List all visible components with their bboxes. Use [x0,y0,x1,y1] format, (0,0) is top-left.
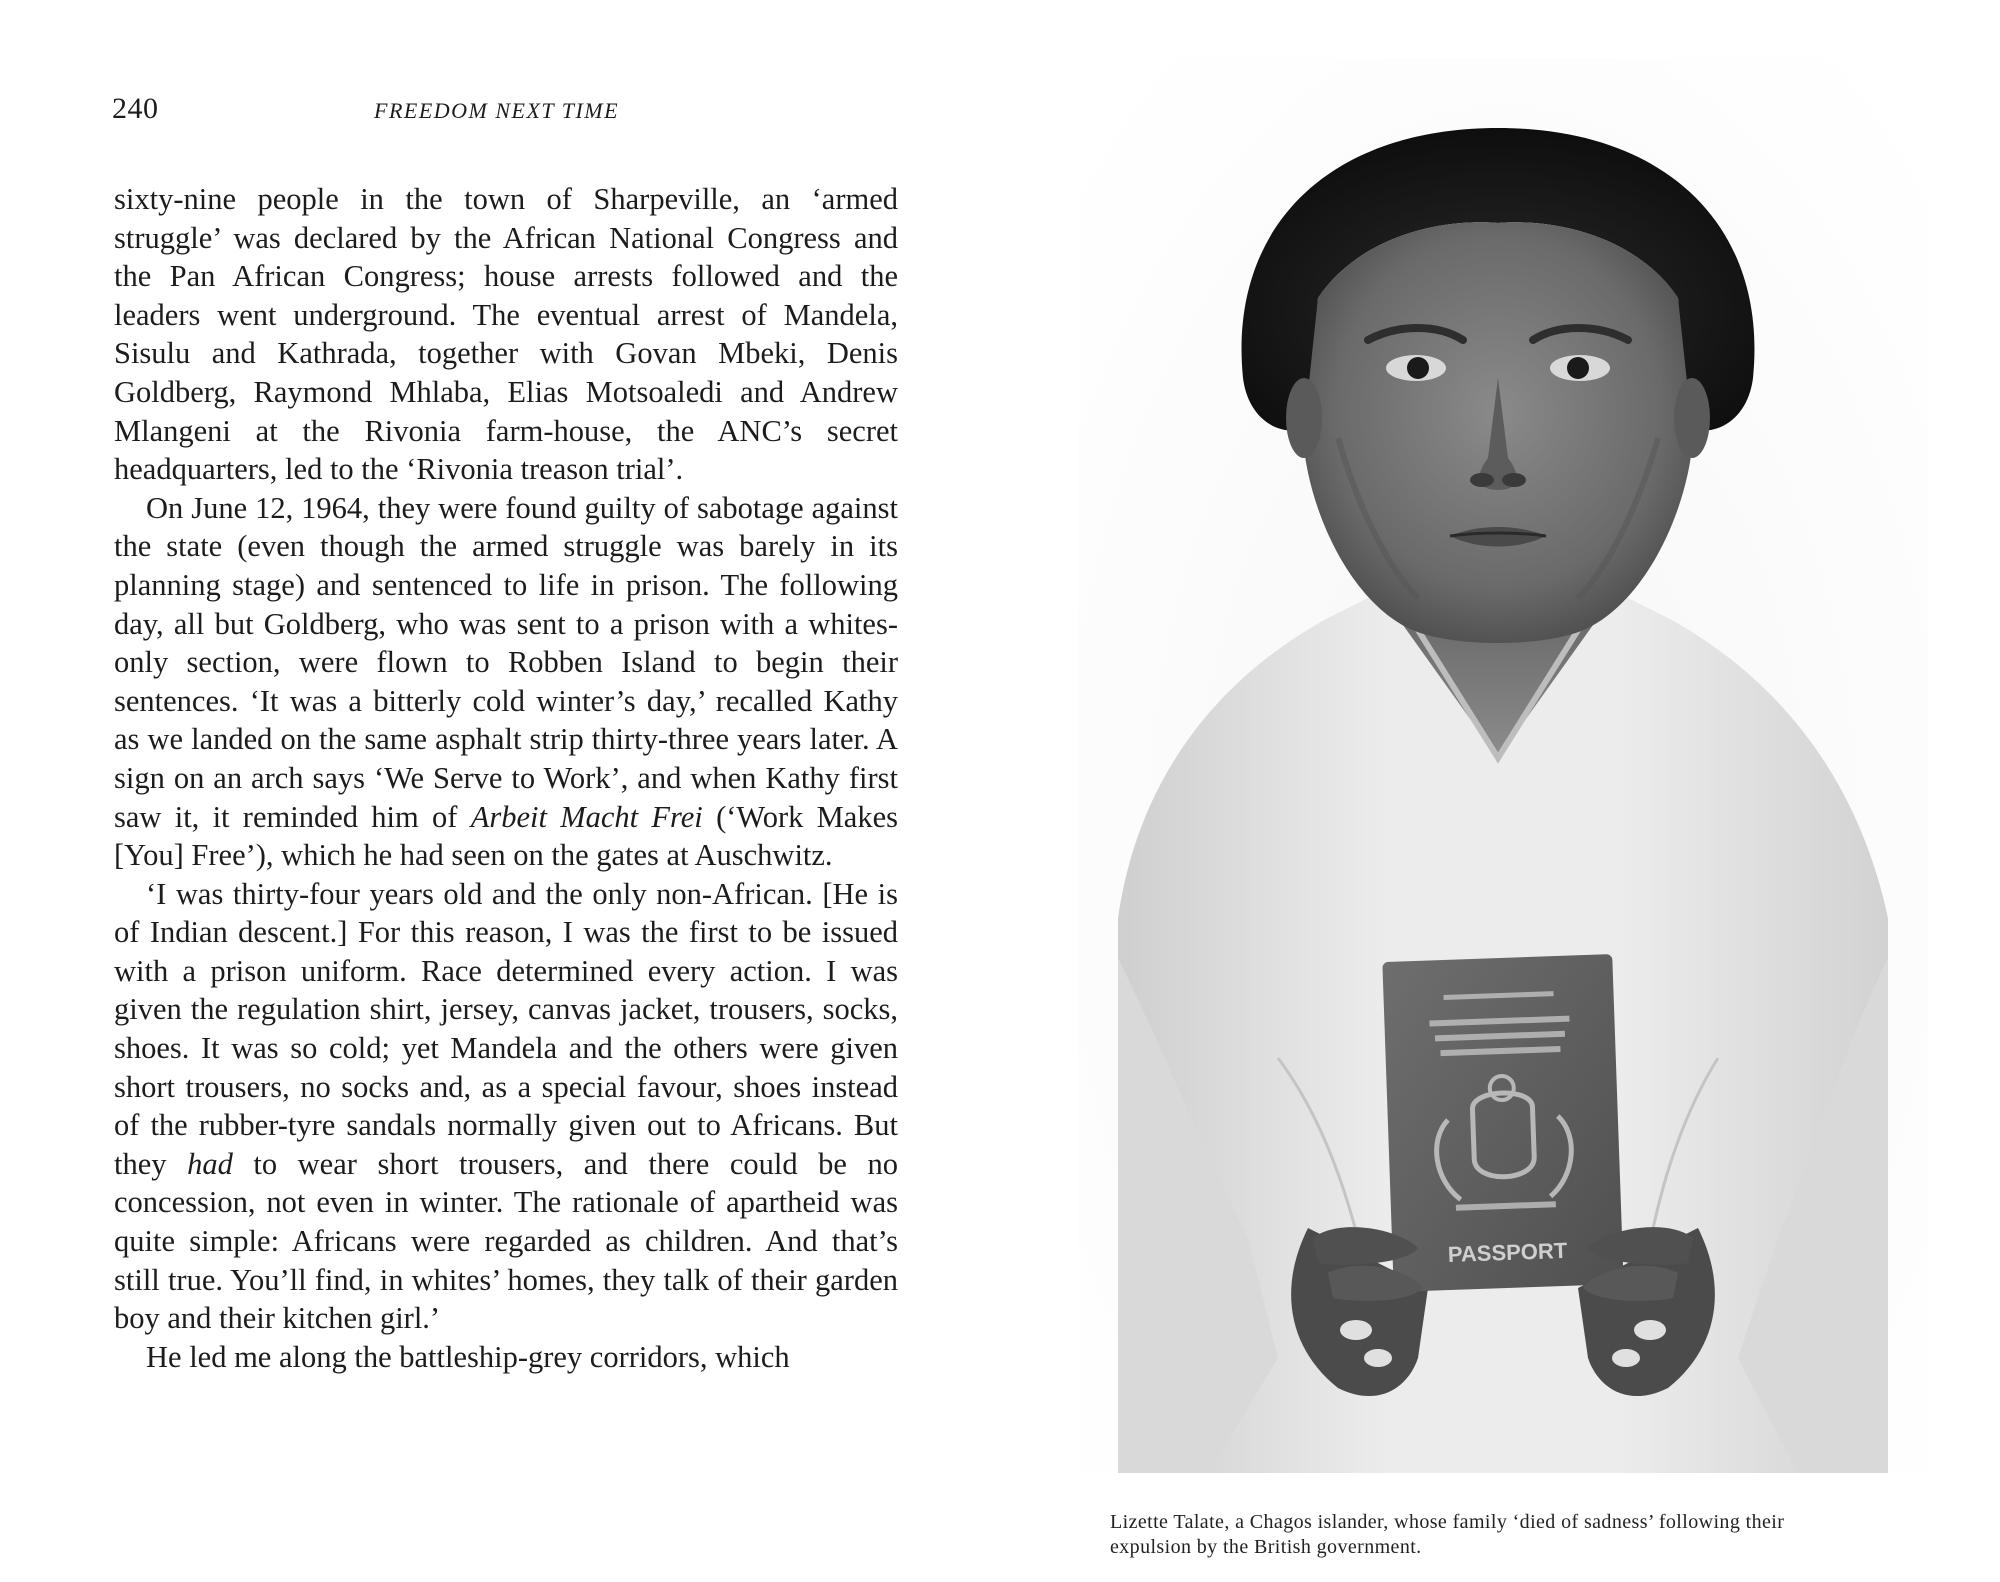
running-title: FREEDOM NEXT TIME [374,98,620,123]
paragraph-1: sixty-nine people in the town of Sharpeville, an ‘armed struggle’ was declared by the African National Congress and the Pan African Congress; house arrests followed and the leaders went underground. The eventual arrest of Mandela, Sisulu and Kathrada, together with Govan Mbeki, Denis Goldberg, Raymond Mhlaba, Elias Motsoaledi and Andrew Mlangeni at the Rivonia farm-house, the ANC’s secret headquarters, led to the ‘Rivonia treason trial’. [114,182,898,487]
paragraph-2 [114,489,898,875]
portrait-illustration [1078,58,1928,1473]
paragraph-3-italic: had [187,1146,233,1181]
page-number: 240 [112,92,159,125]
paragraph-2-text-a: On June 12, 1964, they were found guilty of sabotage against the state (even though the armed struggle was barely in its planning stage) and sentenced to life in prison. The following day, all but Goldberg, who was sent to a prison with a whites-only section, were flown to Robben Island to begin their sentences. ‘It was a bitterly cold winter’s day,’ recalled Kathy as we landed on the same asphalt strip thirty-three years later. A sign on an arch says ‘We Serve to Work’, and when Kathy first saw it, it reminded him of [114,490,898,834]
right-page [1030,0,2000,1582]
passport-label: PASSPORT [1447,1237,1568,1267]
body-text [114,180,898,1376]
running-head [112,92,902,132]
paragraph-4: He led me along the battleship-grey corridors, which [146,1339,790,1374]
paragraph-3-text-a: ‘I was thirty-four years old and the only non-African. [He is of Indian descent.] For this reason, I was the first to be issued with a prison uniform. Race determined every action. I was given the regulation shirt, jersey, canvas jacket, trousers, socks, shoes. It was so cold; yet Mandela and the others were given short trousers, no socks and, as a special favour, shoes instead of the rubber-tyre sandals normally given out to Africans. But they [114,876,898,1181]
portrait-photo [1078,58,1928,1473]
paragraph-3 [114,875,898,1338]
photo-caption: Lizette Talate, a Chagos islander, whose family ‘died of sadness’ following their expulsion by the British government. [1110,1511,1785,1558]
paragraph-2-text-b: (‘Work Makes [You] Free’), which he had seen on the gates at Auschwitz. [114,799,898,873]
paragraph-2-italic: Arbeit Macht Frei [470,799,703,834]
paragraph-3-text-b: to wear short trousers, and there could be no concession, not even in winter. The rationale of apartheid was quite simple: Africans were regarded as children. And that’s still true. You’ll find, in whites’ homes, they talk of their garden boy and their kitchen girl.’ [114,1146,899,1336]
